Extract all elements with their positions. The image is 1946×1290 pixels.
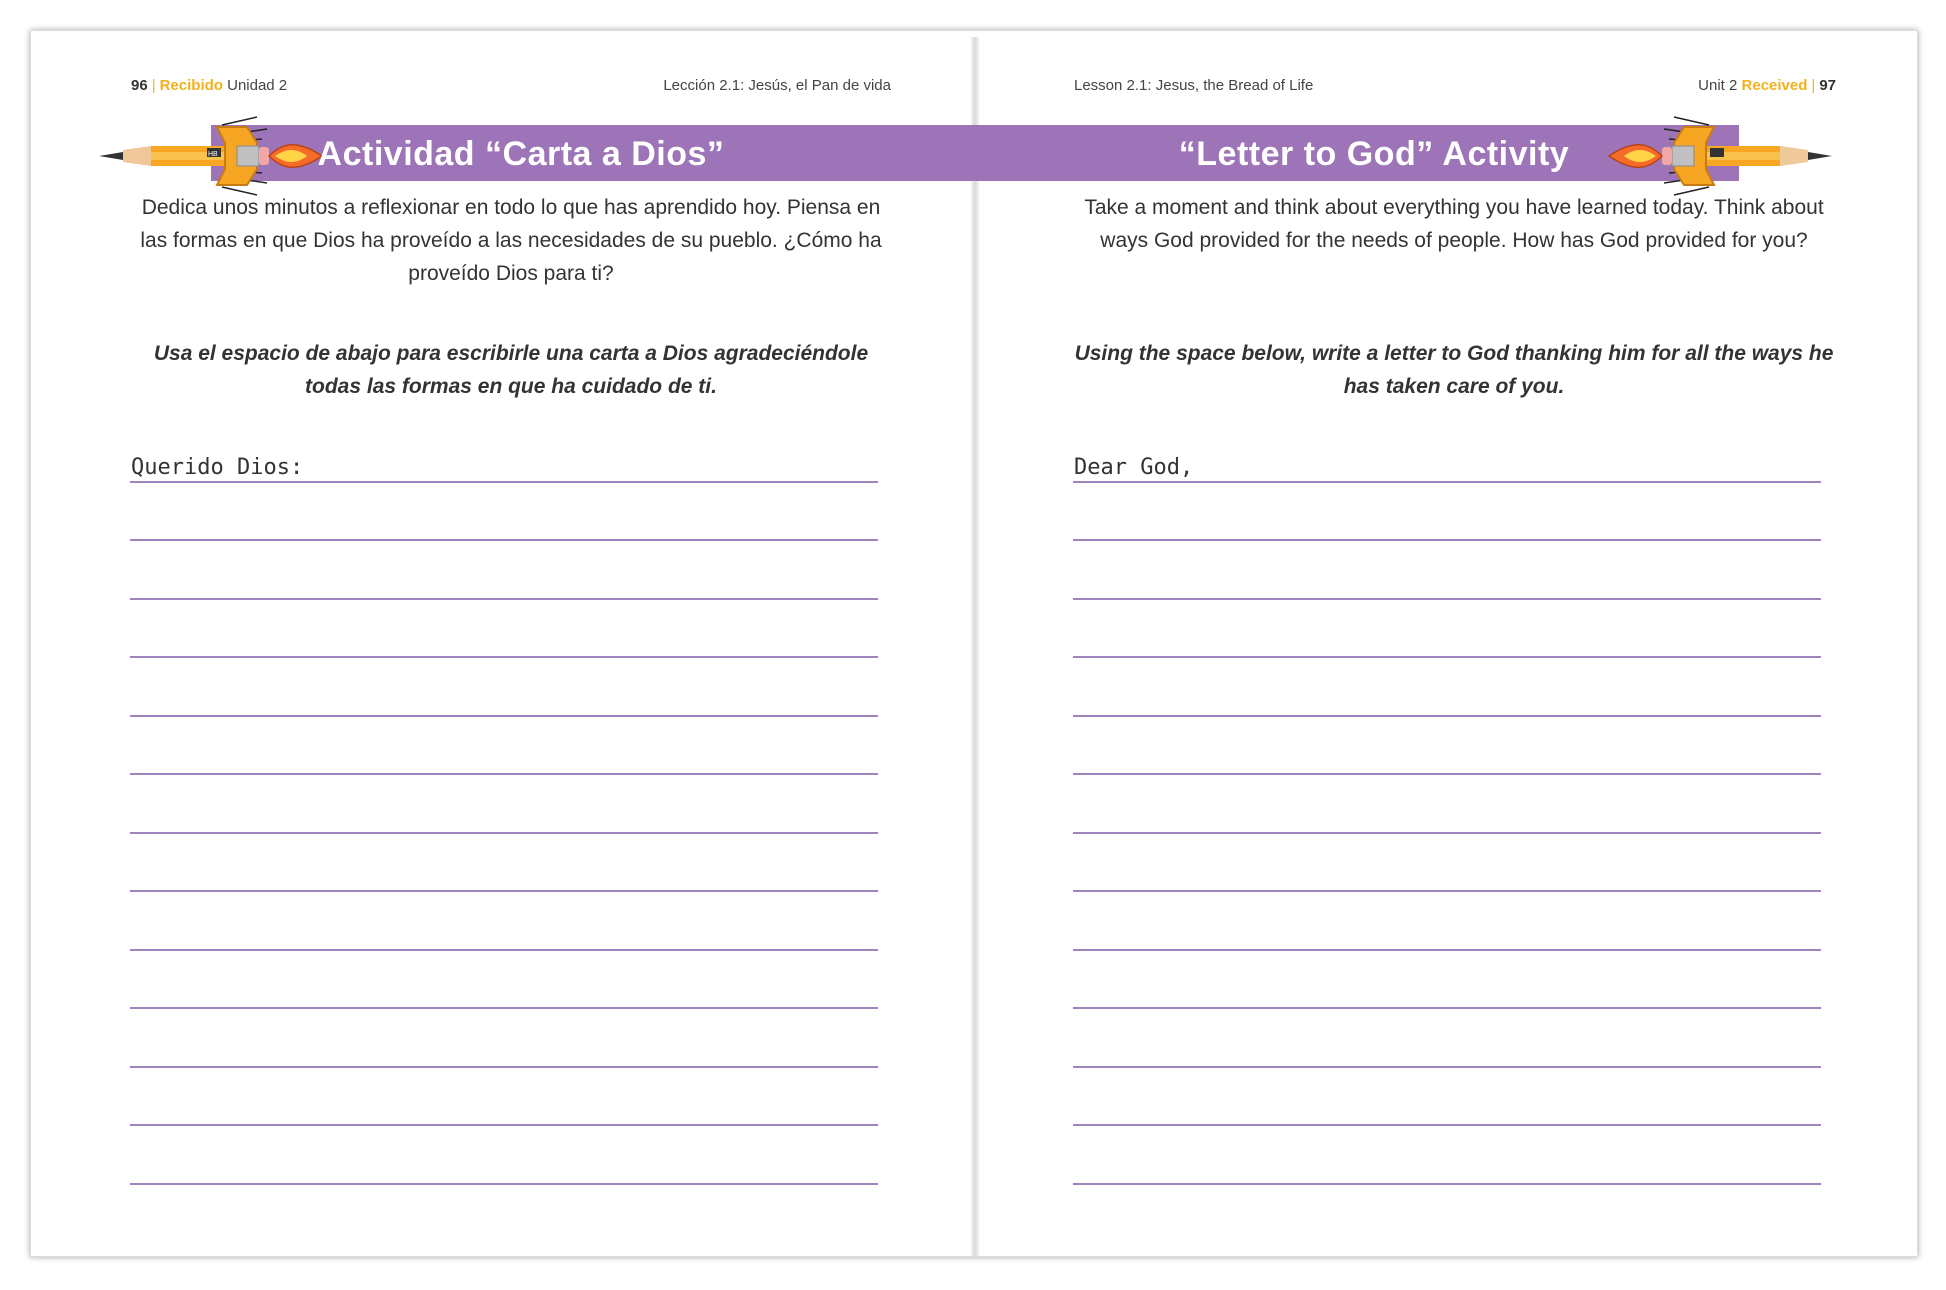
right-page [974, 31, 1917, 1256]
writing-line [130, 1007, 878, 1009]
writing-line [1073, 1124, 1821, 1126]
left-activity-title: Actividad “Carta a Dios” [317, 135, 725, 173]
right-activity-title: “Letter to God” Activity [1178, 135, 1570, 173]
writing-line [130, 656, 878, 658]
writing-line [1073, 890, 1821, 892]
writing-line [1073, 832, 1821, 834]
right-unit-label: Unit 2 [1698, 77, 1738, 94]
pencil-grade-label: HB [208, 151, 218, 158]
writing-line [1073, 773, 1821, 775]
writing-line [1073, 1066, 1821, 1068]
writing-line [130, 539, 878, 541]
left-page [31, 31, 974, 1256]
folio-divider: | [1811, 77, 1816, 94]
writing-line [130, 773, 878, 775]
writing-line [1073, 598, 1821, 600]
writing-line [130, 1124, 878, 1126]
left-instruction-text: Usa el espacio de abajo para escribirle una carta a Dios agradeciéndole todas las formas en que ha cuidado de ti. [153, 342, 869, 398]
writing-line [1073, 1007, 1821, 1009]
left-salutation: Querido Dios: [131, 455, 304, 480]
left-running-head-folio [131, 77, 287, 94]
left-lesson-head: Lección 2.1: Jesús, el Pan de vida [663, 77, 891, 94]
right-salutation: Dear God, [1074, 455, 1194, 480]
left-unit-label: Unidad 2 [227, 77, 288, 94]
right-lesson-head: Lesson 2.1: Jesus, the Bread of Life [1074, 77, 1314, 94]
writing-line [1073, 539, 1821, 541]
right-intro-text: Take a moment and think about everything you have learned today. Think about ways God provided for the needs of people. How has God provided for you? [1084, 196, 1824, 252]
writing-line [1073, 715, 1821, 717]
writing-line [130, 1183, 878, 1185]
right-running-head-folio [1574, 77, 1836, 94]
left-unit-name: Recibido [159, 77, 223, 94]
writing-line [130, 949, 878, 951]
writing-line [1073, 1183, 1821, 1185]
writing-line [1073, 481, 1821, 483]
writing-line [130, 890, 878, 892]
writing-line [130, 1066, 878, 1068]
writing-line [130, 832, 878, 834]
folio-divider: | [151, 77, 156, 94]
book-spread [30, 30, 1918, 1257]
writing-line [130, 715, 878, 717]
right-unit-name: Received [1741, 77, 1808, 94]
left-page-number: 96 [131, 77, 148, 94]
writing-line [130, 481, 878, 483]
writing-line [1073, 656, 1821, 658]
writing-line [130, 598, 878, 600]
right-instruction-text: Using the space below, write a letter to God thanking him for all the ways he has taken care of you. [1074, 342, 1834, 398]
left-intro-text: Dedica unos minutos a reflexionar en todo lo que has aprendido hoy. Piensa en las formas en que Dios ha proveído a las necesidades de su pueblo. ¿Cómo ha proveído Dios para ti? [140, 196, 882, 285]
writing-line [1073, 949, 1821, 951]
right-page-number: 97 [1819, 77, 1836, 94]
